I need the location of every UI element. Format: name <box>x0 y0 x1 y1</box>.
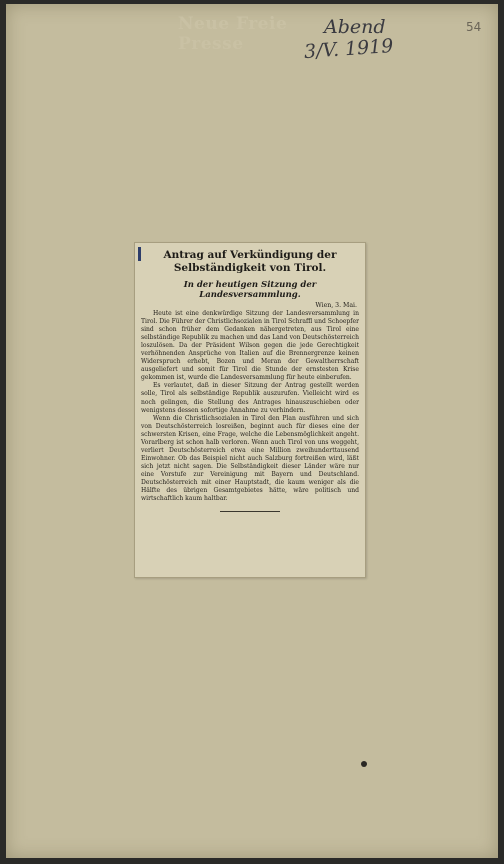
handwritten-edition-note: Abend <box>324 16 386 38</box>
article-paragraph: Heute ist eine denkwürdige Sitzung der Landesversammlung in Tirol. Die Führer der Christlichsozialen in Tirol Schraffl und Schoepfer sind schon früher dem Gedanken nähergetreten, aus Tirol eine selbständige Republik zu machen und das Land von Deutschösterreich loszulösen. Da der Präsident Wilson gegen die jede Gerechtigkeit verhöhnenden Ansprüche von Italien auf die Brennergrenze keinen Widerspruch erhebt, Bozen und Meran der Gewaltherrschaft ausgeliefert und somit für Tirol die Stunde der ernstesten Krise gekommen ist, wurde die Landesversammlung für heute einberufen. <box>141 310 359 382</box>
article-paragraph: Es verlautet, daß in dieser Sitzung der Antrag gestellt werden solle, Tirol als selbständige Republik auszurufen. Vielleicht wird es noch gelingen, die Stellung des Antrages hinauszuschieben oder wenigstens dessen sofortige Annahme zu verhindern. <box>141 382 359 414</box>
ink-spot <box>361 761 367 767</box>
handwritten-date-note: 3/V. 1919 <box>303 34 394 64</box>
clipping-body <box>141 249 359 512</box>
article-dateline: Wien, 3. Mai. <box>315 302 357 309</box>
newspaper-stamp: Neue Freie Presse <box>178 14 288 54</box>
folio-number: 54 <box>466 20 482 34</box>
article-headline: Antrag auf Verkündigung der Selbständigkeit von Tirol. <box>163 249 337 274</box>
newspaper-clipping <box>134 242 366 578</box>
article-paragraph: Wenn die Christlichsozialen in Tirol den Plan ausführen und sich von Deutschösterreich losreißen, beginnt auch für dieses eine der schwersten Krisen, eine Frage, welche die Lebensmöglichkeit angeht. Vorarlberg ist schon halb verloren. Wenn auch Tirol von uns weggeht, verliert Deutschösterreich etwa eine Million zweihunderttausend Einwohner. Ob das Beispiel nicht auch Salzburg fortreißen wird, läßt sich jetzt nicht sagen. Die Selbständigkeit dieser Länder wäre nur eine Vorstufe zur Vereinigung mit Bayern und Deutschland. Deutschösterreich mit einer Hauptstadt, die kaum weniger als die Hälfte des übrigen Gesamtgebietes hätte, wäre politisch und wirtschaftlich kaum haltbar. <box>141 414 359 503</box>
article-subheadline: In der heutigen Sitzung der Landesversammlung. <box>183 280 317 300</box>
closing-rule <box>220 511 280 512</box>
